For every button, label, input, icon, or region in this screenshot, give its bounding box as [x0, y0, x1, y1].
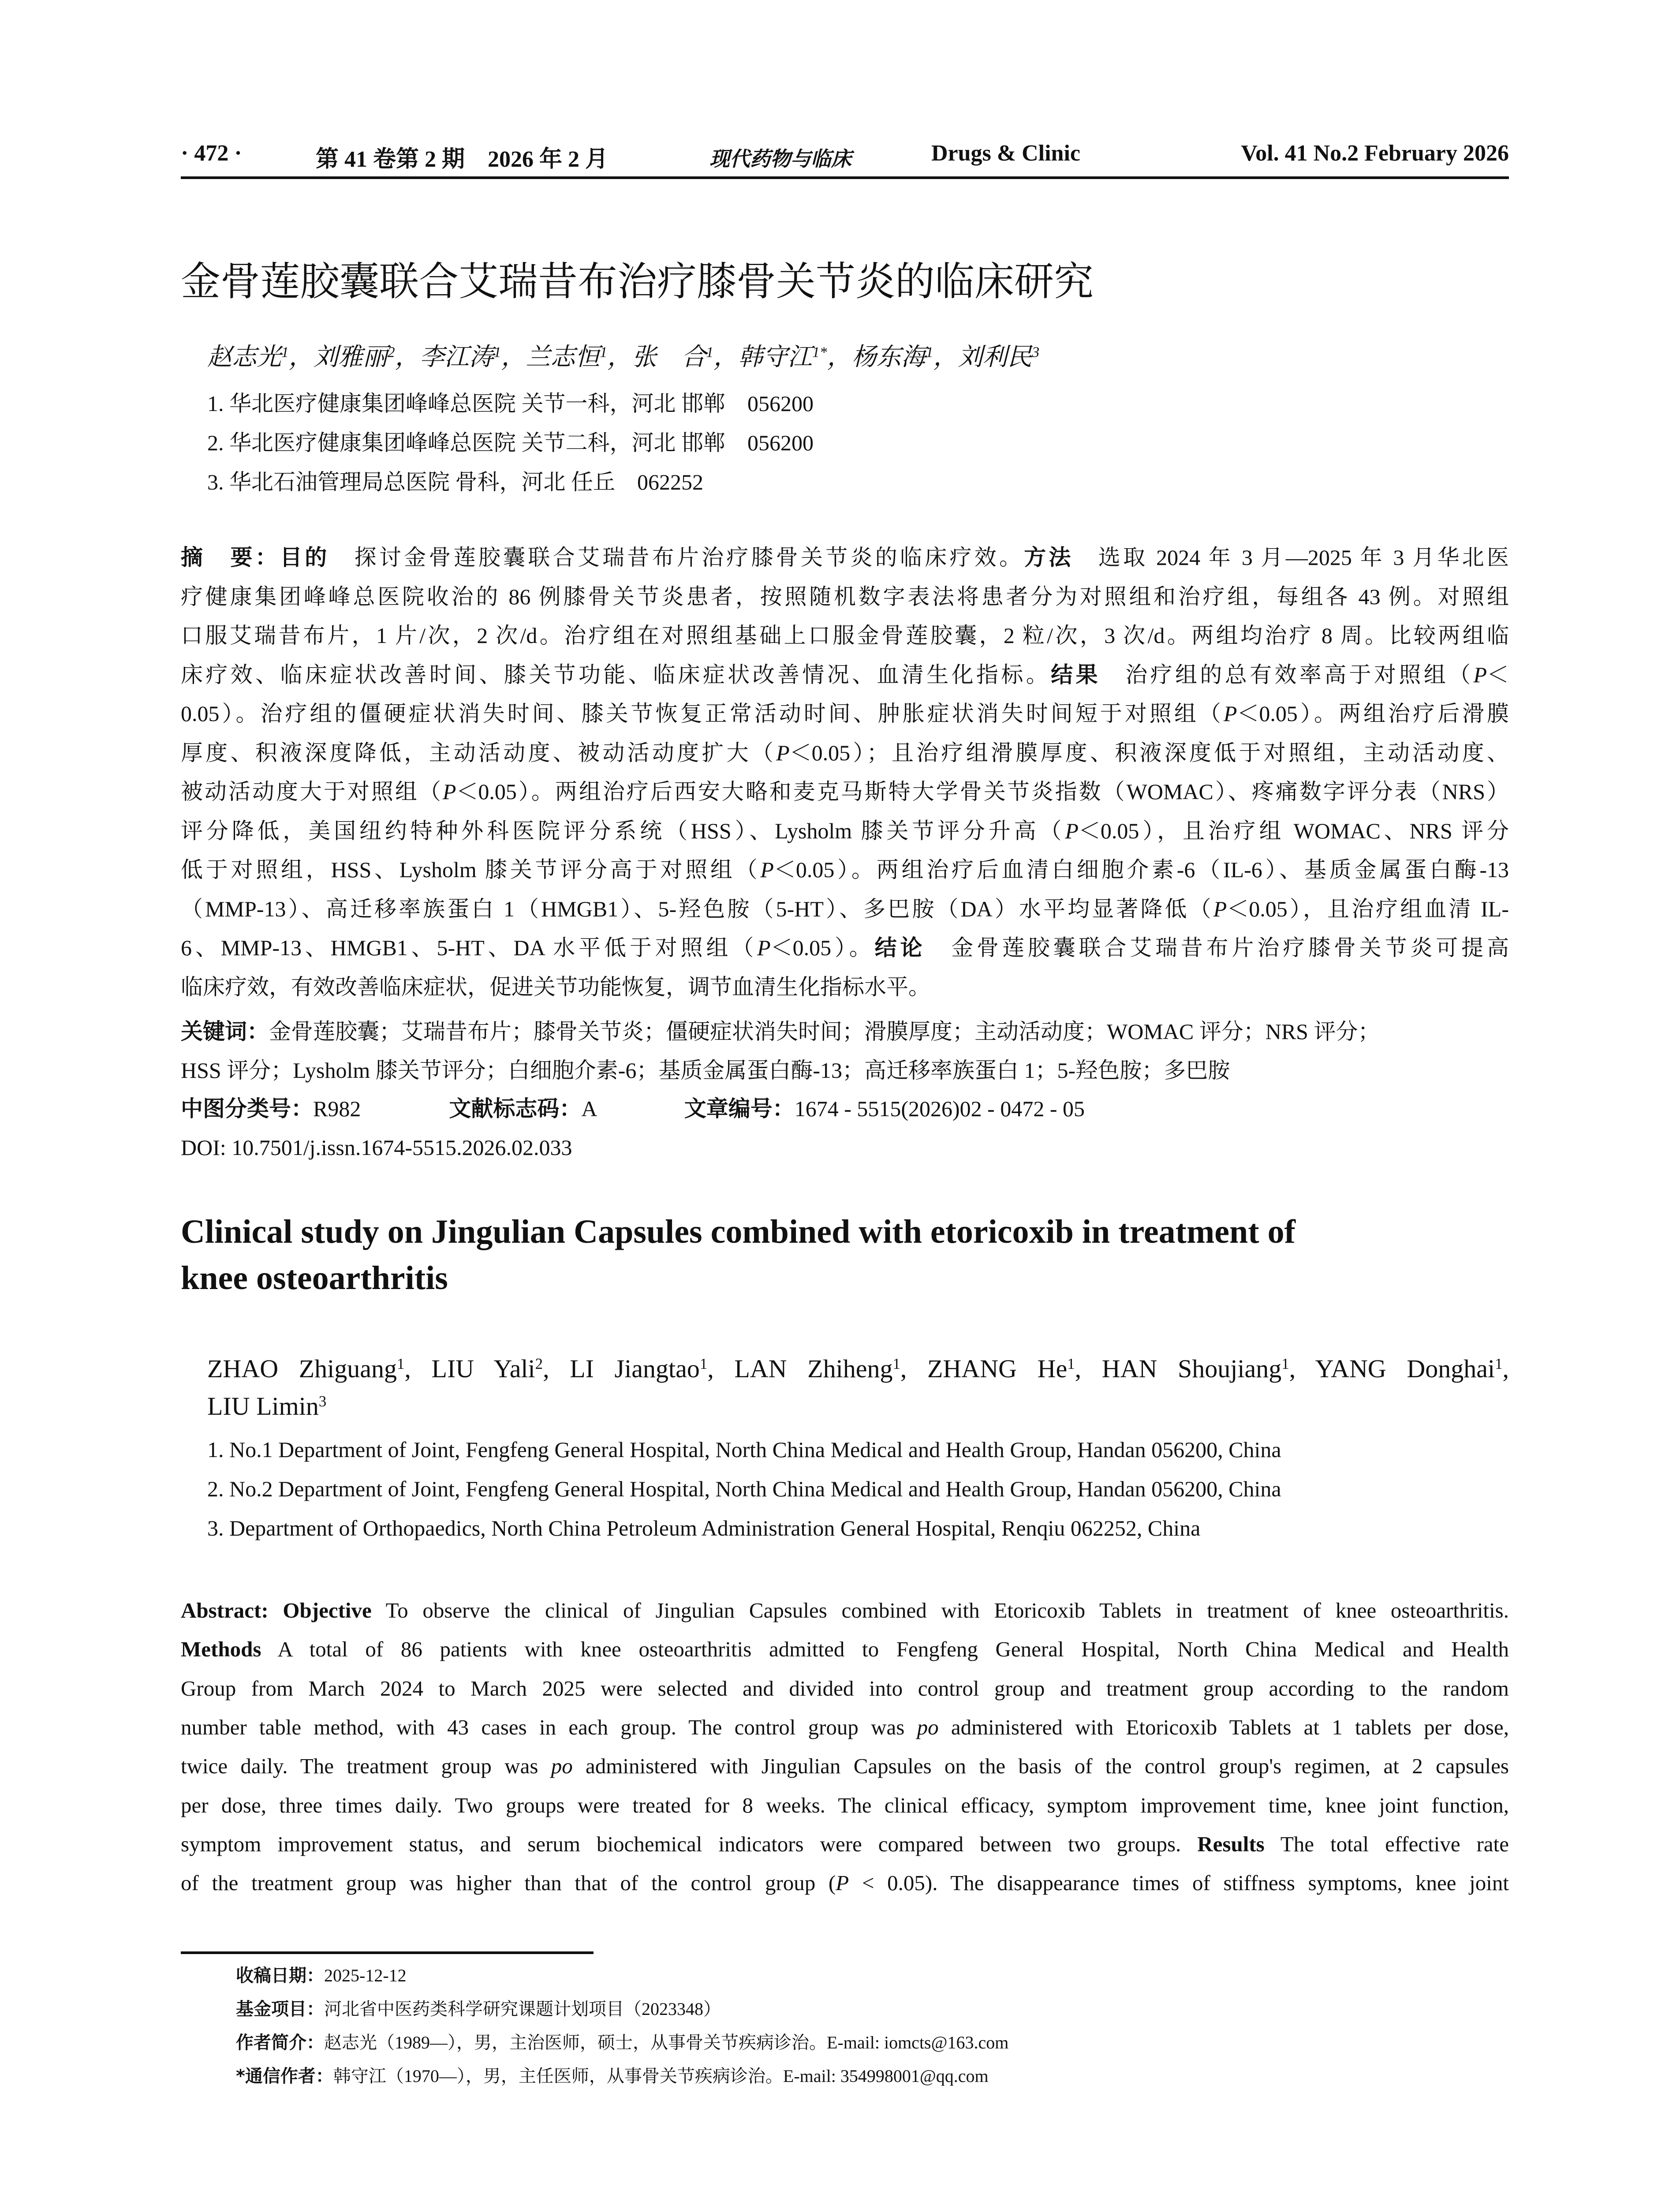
text-run: ＜0.05）。两组治疗后血清白细胞介素-6（IL-6）、基质金属蛋白酶-13 — [773, 857, 1509, 882]
text-run: P — [760, 857, 774, 882]
text-run: ＜0.05）。两组治疗后西安大略和麦克马斯特大学骨关节炎指数（WOMAC）、疼痛数字评分表（NRS） — [456, 779, 1509, 804]
text-run: po — [551, 1754, 573, 1779]
issue-en: Vol. 41 No.2 February 2026 — [1241, 141, 1509, 166]
text-run: 韩守江（1970—），男，主任医师，从事骨关节疾病诊治。E-mail: 354998001@qq.com — [333, 2066, 989, 2086]
text-run: 厚度、积液深度降低，主动活动度、被动活动度扩大（ — [181, 740, 777, 765]
text-run: P — [442, 779, 456, 804]
page-number: · 472 · — [181, 141, 242, 166]
text-run: P — [836, 1871, 849, 1895]
text-run: P — [1223, 701, 1237, 726]
affiliation-marker: 1* — [812, 344, 827, 361]
bold-label: 作者简介： — [236, 2033, 324, 2053]
title-en-line: knee osteoarthritis — [181, 1259, 448, 1297]
authors-cn — [207, 337, 1039, 373]
abstract-line — [181, 1591, 1509, 1630]
text-run: , — [1502, 1354, 1509, 1383]
affiliation-marker: 1 — [699, 1355, 708, 1372]
abstract-line — [181, 850, 1509, 889]
classification-line — [181, 1128, 1509, 1167]
affiliation-marker: 1 — [281, 344, 289, 361]
text-run: R982 — [313, 1096, 449, 1121]
classification-line — [181, 1089, 1509, 1128]
affiliation-marker: 2 — [535, 1355, 543, 1372]
text-run: 探讨金骨莲胶囊联合艾瑞昔布片治疗膝骨关节炎的临床疗效。 — [329, 545, 1024, 570]
footnote — [236, 2029, 1008, 2054]
text-run: ，刘雅丽 — [288, 344, 388, 371]
text-run: 6、MMP-13、HMGB1、5-HT、DA 水平低于对照组（ — [181, 935, 758, 960]
affiliation-marker: 1 — [1067, 1355, 1075, 1372]
text-run: P — [776, 740, 790, 765]
author-line — [207, 1391, 326, 1421]
abstract-line — [181, 1825, 1509, 1864]
abstract-line — [181, 811, 1509, 850]
footnote — [236, 2062, 989, 2087]
text-run: ，刘利民 — [933, 344, 1032, 371]
text-run: P — [1213, 896, 1227, 921]
abstract-line — [181, 733, 1509, 772]
text-run: ＜0.05），且治疗组血清 IL- — [1227, 896, 1509, 921]
bold-label: 结果 — [1051, 662, 1101, 688]
affiliation: 1. No.1 Department of Joint, Fengfeng General Hospital, North China Medical and Health Group, Handan 056200, China — [207, 1437, 1281, 1462]
affiliation-marker: 1 — [493, 344, 501, 361]
abstract-line — [181, 889, 1509, 928]
text-run: twice daily. The treatment group was — [181, 1754, 551, 1779]
title-cn: 金骨莲胶囊联合艾瑞昔布治疗膝骨关节炎的临床研究 — [181, 258, 1094, 305]
affiliation-marker: 2 — [387, 344, 395, 361]
text-run: The total effective rate — [1264, 1831, 1509, 1856]
issue-cn: 第 41 卷第 2 期 2026 年 2 月 — [316, 147, 609, 172]
abstract-line — [181, 1864, 1509, 1902]
text-run: （MMP-13）、高迁移率族蛋白 1（HMGB1）、5-羟色胺（5-HT）、多巴胺（DA）水平均显著降低（ — [181, 896, 1213, 921]
text-run: A — [581, 1096, 684, 1121]
bold-label: 基金项目： — [236, 1999, 324, 2019]
abstract-line — [181, 1630, 1509, 1669]
affiliation: 3. Department of Orthopaedics, North China Petroleum Administration General Hospital, Renqiu 062252, China — [207, 1516, 1201, 1540]
text-run: , ZHANG He — [900, 1354, 1068, 1383]
footnote — [236, 1995, 721, 2020]
affiliation-marker: 1 — [1495, 1355, 1503, 1372]
title-en-line: Clinical study on Jingulian Capsules combined with etoricoxib in treatment of — [181, 1213, 1295, 1250]
affiliation: 3. 华北石油管理局总医院 骨科，河北 任丘 062252 — [207, 470, 703, 494]
abstract-line — [181, 655, 1509, 694]
text-run: P — [1473, 662, 1487, 687]
bold-label: Methods — [181, 1637, 261, 1662]
text-run: 临床疗效，有效改善临床症状，促进关节功能恢复，调节血清生化指标水平。 — [181, 974, 930, 999]
text-run: DOI: 10.7501/j.issn.1674-5515.2026.02.033 — [181, 1135, 572, 1160]
bold-label: 文章编号： — [684, 1096, 795, 1121]
text-run: , LIU Yali — [404, 1354, 535, 1383]
text-run: symptom improvement status, and serum biochemical indicators were compared between two groups. — [181, 1831, 1198, 1856]
text-run: 1674 - 5515(2026)02 - 0472 - 05 — [794, 1096, 1085, 1121]
footnote-rule — [181, 1951, 594, 1954]
affiliation-marker: 1 — [1281, 1355, 1289, 1372]
text-run: < 0.05). The disappearance times of stiffness symptoms, knee joint — [849, 1871, 1509, 1895]
bold-label: 文献标志码： — [449, 1096, 582, 1121]
affiliation-marker: 3 — [318, 1392, 327, 1410]
bold-label: 中图分类号： — [181, 1096, 313, 1121]
affiliation-marker: 1 — [600, 344, 608, 361]
abstract-line — [181, 538, 1509, 577]
text-run: 0.05）。治疗组的僵硬症状消失时间、膝关节恢复正常活动时间、肿胀症状消失时间短于对照组（ — [181, 701, 1224, 726]
affiliation: 2. No.2 Department of Joint, Fengfeng General Hospital, North China Medical and Health Group, Handan 056200, China — [207, 1476, 1281, 1501]
abstract-line — [181, 968, 1509, 1006]
text-run: 床疗效、临床症状改善时间、膝关节功能、临床症状改善情况、血清生化指标。 — [181, 662, 1051, 687]
journal-name-en: Drugs & Clinic — [931, 141, 1080, 166]
text-run: ＜ — [1487, 662, 1509, 687]
abstract-line — [181, 1669, 1509, 1708]
bold-label: 结论 — [874, 935, 926, 960]
text-run: HSS 评分；Lysholm 膝关节评分；白细胞介素-6；基质金属蛋白酶-13；高迁移率族蛋白 1；5-羟色胺；多巴胺 — [181, 1058, 1230, 1083]
journal-name-cn: 现代药物与临床 — [709, 147, 851, 171]
text-run: number table method, with 43 cases in each group. The control group was — [181, 1715, 917, 1739]
text-run: 金骨莲胶囊联合艾瑞昔布片治疗膝骨关节炎可提高 — [926, 935, 1509, 960]
bold-label: *通信作者： — [236, 2066, 333, 2086]
text-run: Group from March 2024 to March 2025 were selected and divided into control group and treatment group according to the random — [181, 1676, 1509, 1700]
abstract-line — [181, 1708, 1509, 1747]
affiliation-marker: 1 — [706, 344, 713, 361]
abstract-line — [181, 577, 1509, 616]
text-run: ＜0.05）。两组治疗后滑膜 — [1237, 701, 1509, 726]
bold-label: Results — [1197, 1831, 1265, 1856]
text-run: 治疗组的总有效率高于对照组（ — [1100, 662, 1474, 687]
affiliation-marker: 3 — [1032, 344, 1040, 361]
text-run: P — [1065, 818, 1079, 843]
abstract-line — [181, 694, 1509, 733]
abstract-line — [181, 616, 1509, 655]
affiliation-marker: 1 — [926, 344, 933, 361]
text-run: A total of 86 patients with knee osteoarthritis admitted to Fengfeng General Hospital, North China Medical and Health — [261, 1637, 1509, 1662]
text-run: ，兰志恒 — [501, 344, 600, 371]
bold-label: 摘 要：目的 — [181, 545, 330, 570]
text-run: 赵志光 — [207, 344, 281, 371]
footnote — [236, 1962, 407, 1987]
text-run: , HAN Shoujiang — [1075, 1354, 1282, 1383]
text-run: 口服艾瑞昔布片，1 片/次，2 次/d。治疗组在对照组基础上口服金骨莲胶囊，2 粒/次，3 次/d。两组均治疗 8 周。比较两组临 — [181, 623, 1509, 648]
abstract-line — [181, 772, 1509, 811]
text-run: ＜0.05）。 — [770, 935, 875, 960]
text-run: per dose, three times daily. Two groups were treated for 8 weeks. The clinical efficacy, symptom improvement time, knee joint function, — [181, 1793, 1509, 1817]
header-rule — [181, 176, 1509, 179]
affiliation: 2. 华北医疗健康集团峰峰总医院 关节二科，河北 邯郸 056200 — [207, 430, 814, 455]
keywords-line — [181, 1051, 1509, 1090]
bold-label: 关键词： — [181, 1019, 269, 1044]
text-run: administered with Jingulian Capsules on the basis of the control group's regimen, at 2 capsules — [572, 1754, 1509, 1779]
text-run: 评分降低，美国纽约特种外科医院评分系统（HSS）、Lysholm 膝关节评分升高（ — [181, 818, 1065, 843]
text-run: , LAN Zhiheng — [707, 1354, 893, 1383]
bold-label: Abstract: Objective — [181, 1598, 372, 1622]
text-run: ＜0.05），且治疗组 WOMAC、NRS 评分 — [1078, 818, 1509, 843]
text-run: ，韩守江 — [713, 344, 812, 371]
text-run: 疗健康集团峰峰总医院收治的 86 例膝骨关节炎患者，按照随机数字表法将患者分为对照组和治疗组，每组各 43 例。对照组 — [181, 584, 1509, 609]
text-run: ，杨东海 — [827, 344, 926, 371]
text-run: ，张 合 — [607, 344, 706, 371]
text-run: of the treatment group was higher than that of the control group ( — [181, 1871, 836, 1895]
text-run: 金骨莲胶囊；艾瑞昔布片；膝骨关节炎；僵硬症状消失时间；滑膜厚度；主动活动度；WOMAC 评分；NRS 评分； — [269, 1019, 1380, 1044]
text-run: 河北省中医药类科学研究课题计划项目（2023348） — [324, 1999, 721, 2019]
text-run: LIU Limin — [207, 1392, 319, 1420]
keywords-line — [181, 1012, 1509, 1051]
text-run: , YANG Donghai — [1289, 1354, 1495, 1383]
bold-label: 收稿日期： — [236, 1966, 324, 1986]
text-run: po — [917, 1715, 939, 1739]
text-run: To observe the clinical of Jingulian Capsules combined with Etoricoxib Tablets in treatment of knee osteoarthritis. — [371, 1598, 1509, 1622]
text-run: , LI Jiangtao — [543, 1354, 700, 1383]
text-run: P — [757, 935, 771, 960]
affiliation-marker: 1 — [397, 1355, 405, 1372]
abstract-line — [181, 1786, 1509, 1825]
text-run: ＜0.05）；且治疗组滑膜厚度、积液深度低于对照组，主动活动度、 — [789, 740, 1509, 765]
author-line — [207, 1354, 1509, 1383]
text-run: 低于对照组，HSS、Lysholm 膝关节评分高于对照组（ — [181, 857, 761, 882]
affiliation: 1. 华北医疗健康集团峰峰总医院 关节一科，河北 邯郸 056200 — [207, 391, 814, 416]
text-run: 赵志光（1989—），男，主治医师，硕士，从事骨关节疾病诊治。E-mail: iomcts@163.com — [324, 2033, 1009, 2052]
text-run: ZHAO Zhiguang — [207, 1354, 397, 1383]
text-run: administered with Etoricoxib Tablets at 1 tablets per dose, — [938, 1715, 1509, 1739]
bold-label: 方法 — [1024, 545, 1074, 570]
text-run: 2025-12-12 — [324, 1966, 407, 1985]
text-run: ，李江涛 — [395, 344, 494, 371]
abstract-line — [181, 1747, 1509, 1786]
text-run: 被动活动度大于对照组（ — [181, 779, 443, 804]
affiliation-marker: 1 — [892, 1355, 900, 1372]
abstract-line — [181, 928, 1509, 967]
text-run: 选取 2024 年 3 月—2025 年 3 月华北医 — [1073, 545, 1509, 570]
